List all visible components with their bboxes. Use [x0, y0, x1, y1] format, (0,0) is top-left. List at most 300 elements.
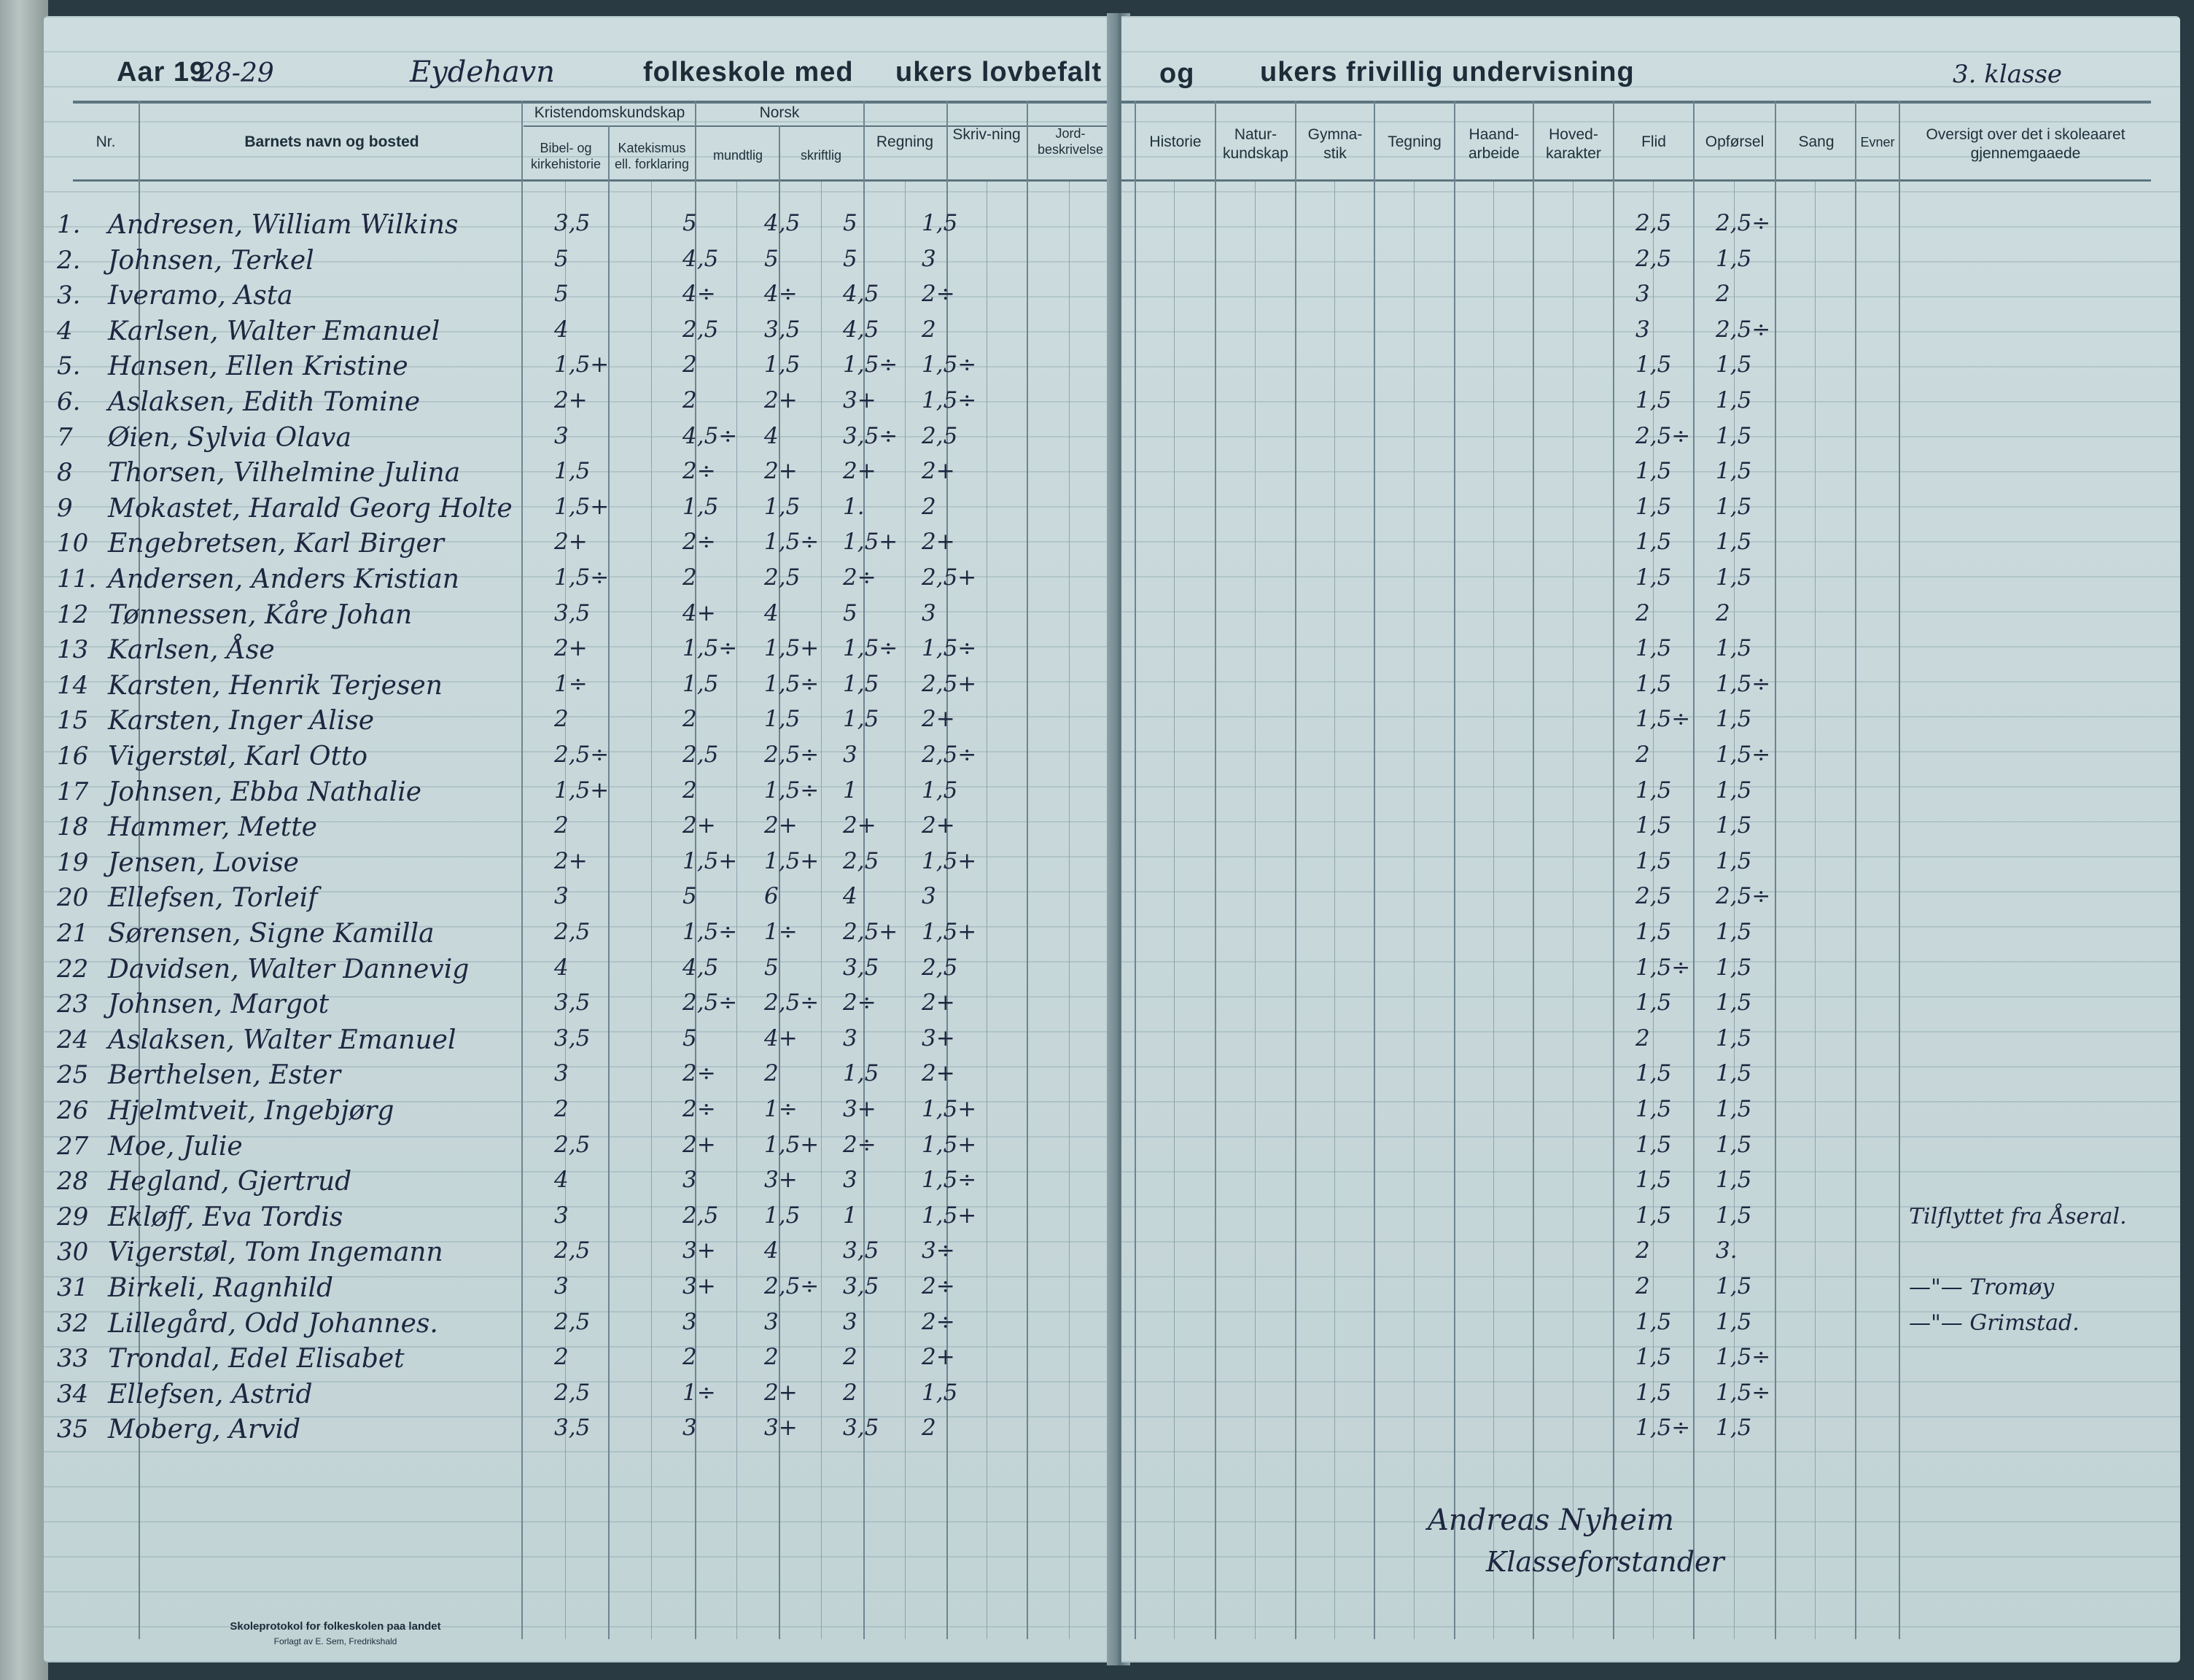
- grade-skrivning: 3: [922, 599, 936, 626]
- grade-bibel: 2+: [554, 529, 588, 556]
- grade-opforsel: 1,5: [1716, 989, 1752, 1016]
- col-header-natur: Natur-kundskap: [1223, 126, 1288, 162]
- grade-bibel: 2: [554, 1096, 569, 1122]
- grade-muntlig: 4÷: [682, 281, 716, 308]
- grade-skriftlig: 2+: [764, 458, 798, 485]
- col-header-hoved: Hoved-karakter: [1546, 126, 1601, 162]
- subcol-divider: [736, 182, 737, 1639]
- grade-regning: 1.: [843, 493, 865, 520]
- row-number: 35: [57, 1415, 89, 1444]
- grade-bibel: 3: [554, 422, 569, 449]
- grade-opforsel: 1,5: [1716, 245, 1752, 272]
- col-header-tegning: Tegning: [1388, 133, 1442, 150]
- col-header-regning: Regning: [876, 133, 934, 150]
- student-name: Karlsen, Åse: [108, 635, 275, 666]
- grade-opforsel: 1,5÷: [1716, 1344, 1771, 1371]
- row-number: 25: [57, 1060, 89, 1090]
- student-name: Iveramo, Asta: [108, 281, 293, 311]
- grade-muntlig: 2,5÷: [682, 989, 738, 1016]
- grade-regning: 1,5: [843, 670, 879, 697]
- grade-bibel: 2,5: [554, 1131, 591, 1158]
- col-header-name: Barnets navn og bosted: [244, 133, 419, 150]
- grade-skriftlig: 3+: [764, 1415, 798, 1442]
- grade-bibel: 4: [554, 1167, 569, 1194]
- grade-skriftlig: 2+: [764, 812, 798, 839]
- grade-skriftlig: 1,5: [764, 706, 801, 733]
- col-header-haand: Haand-arbeide: [1468, 126, 1520, 162]
- row-number: 30: [57, 1237, 89, 1267]
- grade-flid: 1,5: [1635, 635, 1672, 662]
- student-name: Sørensen, Signe Kamilla: [108, 919, 435, 949]
- grade-muntlig: 1,5+: [682, 847, 738, 874]
- grade-skrivning: 2÷: [922, 281, 955, 308]
- grade-opforsel: 3.: [1716, 1237, 1738, 1264]
- student-name: Hegland, Gjertrud: [108, 1167, 352, 1197]
- row-number: 5.: [57, 351, 81, 381]
- grade-skrivning: 2,5÷: [922, 742, 977, 768]
- header-top-rule: [1121, 101, 2151, 104]
- col-divider: [1215, 101, 1216, 1639]
- grade-flid: 2: [1635, 742, 1650, 768]
- grade-regning: 4,5: [843, 281, 879, 308]
- grade-regning: 3,5: [843, 1237, 879, 1264]
- student-name: Ellefsen, Astrid: [108, 1379, 313, 1409]
- grade-regning: 1,5÷: [843, 351, 898, 378]
- row-number: 18: [57, 812, 89, 842]
- grade-skrivning: 2+: [922, 529, 955, 556]
- grade-flid: 1,5: [1635, 847, 1672, 874]
- grade-muntlig: 2÷: [682, 458, 716, 485]
- col-divider: [521, 101, 523, 1639]
- grade-muntlig: 2: [682, 706, 697, 733]
- grade-skriftlig: 1,5: [764, 351, 801, 378]
- col-header-jord: Jord-beskrivelse: [1037, 126, 1104, 157]
- grade-skriftlig: 1÷: [764, 919, 798, 945]
- grade-regning: 3+: [843, 387, 876, 413]
- grade-regning: 3: [843, 1308, 857, 1335]
- student-name: Hammer, Mette: [108, 812, 317, 843]
- grade-opforsel: 1,5: [1716, 422, 1752, 449]
- year-handwritten: 28-29: [198, 58, 274, 88]
- grade-bibel: 2: [554, 1344, 569, 1371]
- student-name: Vigerstøl, Tom Ingemann: [108, 1237, 443, 1268]
- grade-bibel: 3,5: [554, 210, 591, 236]
- grade-muntlig: 5: [682, 1024, 697, 1051]
- grade-flid: 1,5: [1635, 564, 1672, 591]
- row-number: 7: [57, 422, 73, 452]
- grade-flid: 3: [1635, 316, 1650, 343]
- grade-bibel: 2,5: [554, 1308, 591, 1335]
- row-number: 29: [57, 1202, 89, 1232]
- grade-skriftlig: 5: [764, 245, 779, 272]
- subcol-divider: [905, 182, 906, 1639]
- grade-regning: 3: [843, 742, 857, 768]
- student-name: Ekløff, Eva Tordis: [108, 1202, 343, 1232]
- student-name: Moberg, Arvid: [108, 1415, 301, 1445]
- grade-skrivning: 2,5+: [922, 670, 977, 697]
- grade-skrivning: 1,5÷: [922, 635, 977, 662]
- subcol-divider: [1174, 182, 1175, 1639]
- grade-skrivning: 3+: [922, 1024, 955, 1051]
- grade-skriftlig: 1,5÷: [764, 529, 820, 556]
- student-name: Berthelsen, Ester: [108, 1060, 341, 1091]
- grade-skriftlig: 5: [764, 954, 779, 981]
- grade-skrivning: 2+: [922, 1060, 955, 1087]
- row-number: 32: [57, 1308, 89, 1338]
- grade-bibel: 1,5+: [554, 493, 610, 520]
- row-number: 4: [57, 316, 73, 346]
- col-divider: [1295, 101, 1296, 1639]
- left-page: [44, 16, 1116, 1662]
- grade-skrivning: 1,5÷: [922, 351, 977, 378]
- grade-opforsel: 1,5: [1716, 706, 1752, 733]
- col-header-historie: Historie: [1149, 133, 1202, 150]
- grade-skriftlig: 4: [764, 1237, 779, 1264]
- grade-bibel: 2,5: [554, 919, 591, 945]
- grade-skriftlig: 4,5: [764, 210, 801, 236]
- grade-flid: 1,5: [1635, 351, 1672, 378]
- grade-skrivning: 3: [922, 245, 936, 272]
- grade-bibel: 2: [554, 812, 569, 839]
- grade-regning: 2÷: [843, 989, 876, 1016]
- grade-skriftlig: 1,5: [764, 493, 801, 520]
- student-name: Aslaksen, Edith Tomine: [108, 387, 421, 417]
- row-number: 19: [57, 847, 89, 877]
- student-name: Trondal, Edel Elisabet: [108, 1344, 405, 1374]
- grade-flid: 1,5: [1635, 1131, 1672, 1158]
- row-number: 34: [57, 1379, 89, 1409]
- grade-opforsel: 2,5÷: [1716, 210, 1771, 236]
- student-name: Karlsen, Walter Emanuel: [108, 316, 440, 346]
- grade-muntlig: 2: [682, 777, 697, 804]
- grade-bibel: 1,5: [554, 458, 591, 485]
- grade-flid: 2,5: [1635, 245, 1672, 272]
- subcol-divider: [1815, 182, 1816, 1639]
- grade-skrivning: 1,5÷: [922, 387, 977, 413]
- row-number: 6.: [57, 387, 81, 416]
- grade-skrivning: 2: [922, 493, 936, 520]
- grade-skriftlig: 1÷: [764, 1096, 798, 1122]
- grade-regning: 1,5: [843, 706, 879, 733]
- grade-regning: 3: [843, 1024, 857, 1051]
- grade-bibel: 3,5: [554, 989, 591, 1016]
- grade-regning: 5: [843, 210, 857, 236]
- grade-skriftlig: 3,5: [764, 316, 801, 343]
- grade-flid: 2: [1635, 599, 1650, 626]
- grade-bibel: 1÷: [554, 670, 588, 697]
- grade-skrivning: 2+: [922, 458, 955, 485]
- grade-opforsel: 1,5: [1716, 564, 1752, 591]
- col-header-oversigt: Oversigt over det i skoleaaret gjennemgaaede: [1926, 126, 2125, 162]
- student-name: Øien, Sylvia Olava: [108, 422, 351, 453]
- grade-regning: 5: [843, 245, 857, 272]
- grade-flid: 1,5÷: [1635, 706, 1691, 733]
- grade-bibel: 4: [554, 954, 569, 981]
- student-name: Vigerstøl, Karl Otto: [108, 742, 368, 771]
- grade-skrivning: 1,5: [922, 777, 958, 804]
- grade-skriftlig: 2,5÷: [764, 742, 820, 768]
- grade-flid: 1,5: [1635, 387, 1672, 413]
- grade-bibel: 5: [554, 245, 569, 272]
- grade-opforsel: 1,5: [1716, 458, 1752, 485]
- student-name: Johnsen, Margot: [108, 989, 330, 1020]
- grade-opforsel: 2,5÷: [1716, 883, 1771, 910]
- grade-skrivning: 1,5+: [922, 847, 977, 874]
- grade-flid: 1,5: [1635, 919, 1672, 945]
- grade-muntlig: 2÷: [682, 1060, 716, 1087]
- grade-skrivning: 2+: [922, 706, 955, 733]
- grade-skrivning: 2+: [922, 1344, 955, 1371]
- col-header-gymnastik: Gymna-stik: [1307, 126, 1363, 162]
- grade-opforsel: 1,5÷: [1716, 670, 1771, 697]
- grade-muntlig: 2: [682, 351, 697, 378]
- grade-bibel: 2,5: [554, 1237, 591, 1264]
- grade-bibel: 2,5÷: [554, 742, 610, 768]
- grade-opforsel: 1,5: [1716, 1167, 1752, 1194]
- col-header-sang: Sang: [1798, 133, 1835, 150]
- grade-opforsel: 1,5: [1716, 387, 1752, 413]
- grade-regning: 2,5: [843, 847, 879, 874]
- col-header-nr: Nr.: [96, 133, 116, 150]
- grade-bibel: 3,5: [554, 1415, 591, 1442]
- student-name: Andresen, William Wilkins: [108, 210, 459, 240]
- col-divider: [1613, 101, 1614, 1639]
- grade-opforsel: 1,5: [1716, 1024, 1752, 1051]
- grade-flid: 1,5: [1635, 1060, 1672, 1087]
- student-name: Johnsen, Terkel: [108, 245, 314, 276]
- grade-skrivning: 2+: [922, 989, 955, 1016]
- student-name: Tønnessen, Kåre Johan: [108, 599, 413, 630]
- grade-skriftlig: 1,5+: [764, 1131, 820, 1158]
- right-page: [1121, 16, 2180, 1662]
- student-name: Hansen, Ellen Kristine: [108, 351, 408, 382]
- grade-opforsel: 1,5÷: [1716, 1379, 1771, 1406]
- grade-regning: 1,5÷: [843, 635, 898, 662]
- grade-skriftlig: 2,5÷: [764, 1273, 820, 1299]
- grade-muntlig: 3: [682, 1308, 697, 1335]
- student-name: Jensen, Lovise: [108, 847, 299, 878]
- student-name: Aslaksen, Walter Emanuel: [108, 1024, 456, 1055]
- grade-opforsel: 1,5: [1716, 1415, 1752, 1442]
- grade-regning: 3,5: [843, 1273, 879, 1299]
- col-divider: [1899, 101, 1900, 1639]
- grade-opforsel: 1,5: [1716, 1202, 1752, 1229]
- title-part3: og: [1159, 58, 1195, 89]
- grade-opforsel: 1,5: [1716, 1096, 1752, 1122]
- grade-flid: 2,5: [1635, 883, 1672, 910]
- grade-skrivning: 2÷: [922, 1308, 955, 1335]
- row-number: 23: [57, 989, 89, 1019]
- grade-regning: 1: [843, 777, 857, 804]
- row-number: 33: [57, 1344, 89, 1374]
- title-part4: ukers frivillig undervisning: [1260, 57, 1635, 88]
- row-number: 13: [57, 635, 89, 665]
- col-header-kristendom: Kristendomskundskap: [534, 104, 685, 121]
- grade-skriftlig: 1,5: [764, 1202, 801, 1229]
- grade-skriftlig: 2: [764, 1344, 779, 1371]
- grade-muntlig: 1,5: [682, 493, 719, 520]
- grade-regning: 2,5+: [843, 919, 898, 945]
- grade-skrivning: 1,5: [922, 210, 958, 236]
- student-name: Lillegård, Odd Johannes.: [108, 1308, 438, 1339]
- grade-skriftlig: 4: [764, 599, 779, 626]
- grade-opforsel: 1,5: [1716, 1273, 1752, 1299]
- row-number: 20: [57, 883, 89, 913]
- col-divider: [1374, 101, 1375, 1639]
- grade-muntlig: 5: [682, 883, 697, 910]
- place-handwritten: Eydehavn: [410, 55, 556, 89]
- grade-muntlig: 4+: [682, 599, 716, 626]
- student-name: Engebretsen, Karl Birger: [108, 529, 444, 559]
- subcol-divider: [1069, 182, 1070, 1639]
- grade-regning: 3+: [843, 1096, 876, 1122]
- row-number: 15: [57, 706, 89, 736]
- grade-skrivning: 1,5÷: [922, 1167, 977, 1194]
- student-name: Johnsen, Ebba Nathalie: [108, 777, 422, 807]
- grade-skriftlig: 2,5: [764, 564, 801, 591]
- grade-flid: 1,5: [1635, 777, 1672, 804]
- row-number: 10: [57, 529, 89, 559]
- grade-bibel: 3: [554, 1273, 569, 1299]
- row-number: 1.: [57, 210, 81, 239]
- subcol-divider: [1334, 182, 1335, 1639]
- grade-skriftlig: 1,5÷: [764, 777, 820, 804]
- col-header-skriftlig: skriftlig: [800, 148, 841, 163]
- footer-line2: Forlagt av E. Sem, Fredrikshald: [273, 1636, 397, 1646]
- title-part2: ukers lovbefalt: [895, 57, 1102, 88]
- row-number: 17: [57, 777, 89, 806]
- grade-opforsel: 2,5÷: [1716, 316, 1771, 343]
- grade-skriftlig: 2: [764, 1060, 779, 1087]
- grade-skriftlig: 6: [764, 883, 779, 910]
- grade-skrivning: 3: [922, 883, 936, 910]
- row-number: 8: [57, 458, 73, 488]
- oversigt-note: —"— Grimstad.: [1909, 1310, 2080, 1336]
- grade-regning: 1,5+: [843, 529, 898, 556]
- student-name: Mokastet, Harald Georg Holte: [108, 493, 513, 524]
- title-part1: folkeskole med: [643, 57, 854, 88]
- grade-flid: 2: [1635, 1273, 1650, 1299]
- row-number: 21: [57, 919, 89, 948]
- row-number: 27: [57, 1131, 89, 1161]
- grade-bibel: 4: [554, 316, 569, 343]
- grade-bibel: 5: [554, 281, 569, 308]
- grade-muntlig: 4,5: [682, 245, 719, 272]
- grade-muntlig: 2,5: [682, 1202, 719, 1229]
- grade-bibel: 1,5+: [554, 777, 610, 804]
- col-divider: [1693, 101, 1695, 1639]
- row-number: 2.: [57, 245, 81, 275]
- grade-regning: 3: [843, 1167, 857, 1194]
- grade-muntlig: 3: [682, 1415, 697, 1442]
- grade-bibel: 2+: [554, 387, 588, 413]
- grade-bibel: 3: [554, 1202, 569, 1229]
- grade-muntlig: 4,5: [682, 954, 719, 981]
- col-divider: [1533, 101, 1534, 1639]
- row-number: 12: [57, 599, 89, 629]
- grade-flid: 1,5: [1635, 989, 1672, 1016]
- grade-opforsel: 1,5: [1716, 529, 1752, 556]
- grade-skriftlig: 3: [764, 1308, 779, 1335]
- grade-skrivning: 2,5: [922, 954, 958, 981]
- col-divider: [1454, 101, 1455, 1639]
- subcol-divider: [821, 182, 822, 1639]
- grade-muntlig: 2+: [682, 812, 716, 839]
- subcol-divider: [651, 182, 652, 1639]
- grade-regning: 3,5: [843, 1415, 879, 1442]
- row-number: 14: [57, 670, 89, 700]
- grade-flid: 1,5÷: [1635, 954, 1691, 981]
- col-header-flid: Flid: [1641, 133, 1666, 150]
- grade-regning: 4,5: [843, 316, 879, 343]
- row-number: 9: [57, 493, 73, 523]
- grade-opforsel: 1,5÷: [1716, 742, 1771, 768]
- grade-skrivning: 2,5+: [922, 564, 977, 591]
- col-header-evner: Evner: [1860, 135, 1895, 149]
- subcol-divider: [1255, 182, 1256, 1639]
- grade-flid: 2: [1635, 1024, 1650, 1051]
- grade-muntlig: 2: [682, 387, 697, 413]
- grade-regning: 3,5÷: [843, 422, 898, 449]
- col-header-norsk: Norsk: [759, 104, 800, 121]
- grade-skrivning: 2÷: [922, 1273, 955, 1299]
- student-name: Moe, Julie: [108, 1131, 243, 1162]
- grade-muntlig: 2÷: [682, 1096, 716, 1122]
- grade-opforsel: 2: [1716, 281, 1730, 308]
- row-number: 31: [57, 1273, 89, 1302]
- grade-muntlig: 2: [682, 1344, 697, 1371]
- grade-regning: 4: [843, 883, 857, 910]
- grade-regning: 2+: [843, 458, 876, 485]
- col-divider: [1135, 101, 1136, 1639]
- grade-regning: 1,5: [843, 1060, 879, 1087]
- grade-muntlig: 1÷: [682, 1379, 716, 1406]
- grade-skrivning: 3÷: [922, 1237, 955, 1264]
- grade-opforsel: 1,5: [1716, 919, 1752, 945]
- grade-regning: 2÷: [843, 1131, 876, 1158]
- grade-muntlig: 1,5÷: [682, 919, 738, 945]
- col-divider: [1027, 101, 1028, 1639]
- header-bottom-rule: [73, 179, 1116, 182]
- grade-regning: 2: [843, 1379, 857, 1406]
- col-divider: [1775, 101, 1776, 1639]
- grade-skriftlig: 2+: [764, 387, 798, 413]
- grade-muntlig: 3+: [682, 1237, 716, 1264]
- grade-skriftlig: 1,5+: [764, 635, 820, 662]
- row-number: 11.: [57, 564, 97, 594]
- grade-skriftlig: 1,5÷: [764, 670, 820, 697]
- grade-muntlig: 1,5: [682, 670, 719, 697]
- grade-bibel: 3: [554, 883, 569, 910]
- grade-skrivning: 2: [922, 316, 936, 343]
- header-bottom-rule: [1121, 179, 2151, 182]
- grade-flid: 1,5: [1635, 1167, 1672, 1194]
- grade-bibel: 1,5÷: [554, 564, 610, 591]
- grade-regning: 1: [843, 1202, 857, 1229]
- grade-skrivning: 2: [922, 1415, 936, 1442]
- student-name: Hjelmtveit, Ingebjørg: [108, 1096, 394, 1126]
- grade-muntlig: 3+: [682, 1273, 716, 1299]
- grade-flid: 1,5÷: [1635, 1415, 1691, 1442]
- grade-skrivning: 1,5+: [922, 1096, 977, 1122]
- col-divider: [1855, 101, 1856, 1639]
- row-number: 16: [57, 742, 89, 771]
- grade-bibel: 2+: [554, 847, 588, 874]
- student-name: Davidsen, Walter Dannevig: [108, 954, 470, 984]
- grade-opforsel: 1,5: [1716, 1308, 1752, 1335]
- grade-skriftlig: 4+: [764, 1024, 798, 1051]
- subcol-divider: [1493, 182, 1494, 1639]
